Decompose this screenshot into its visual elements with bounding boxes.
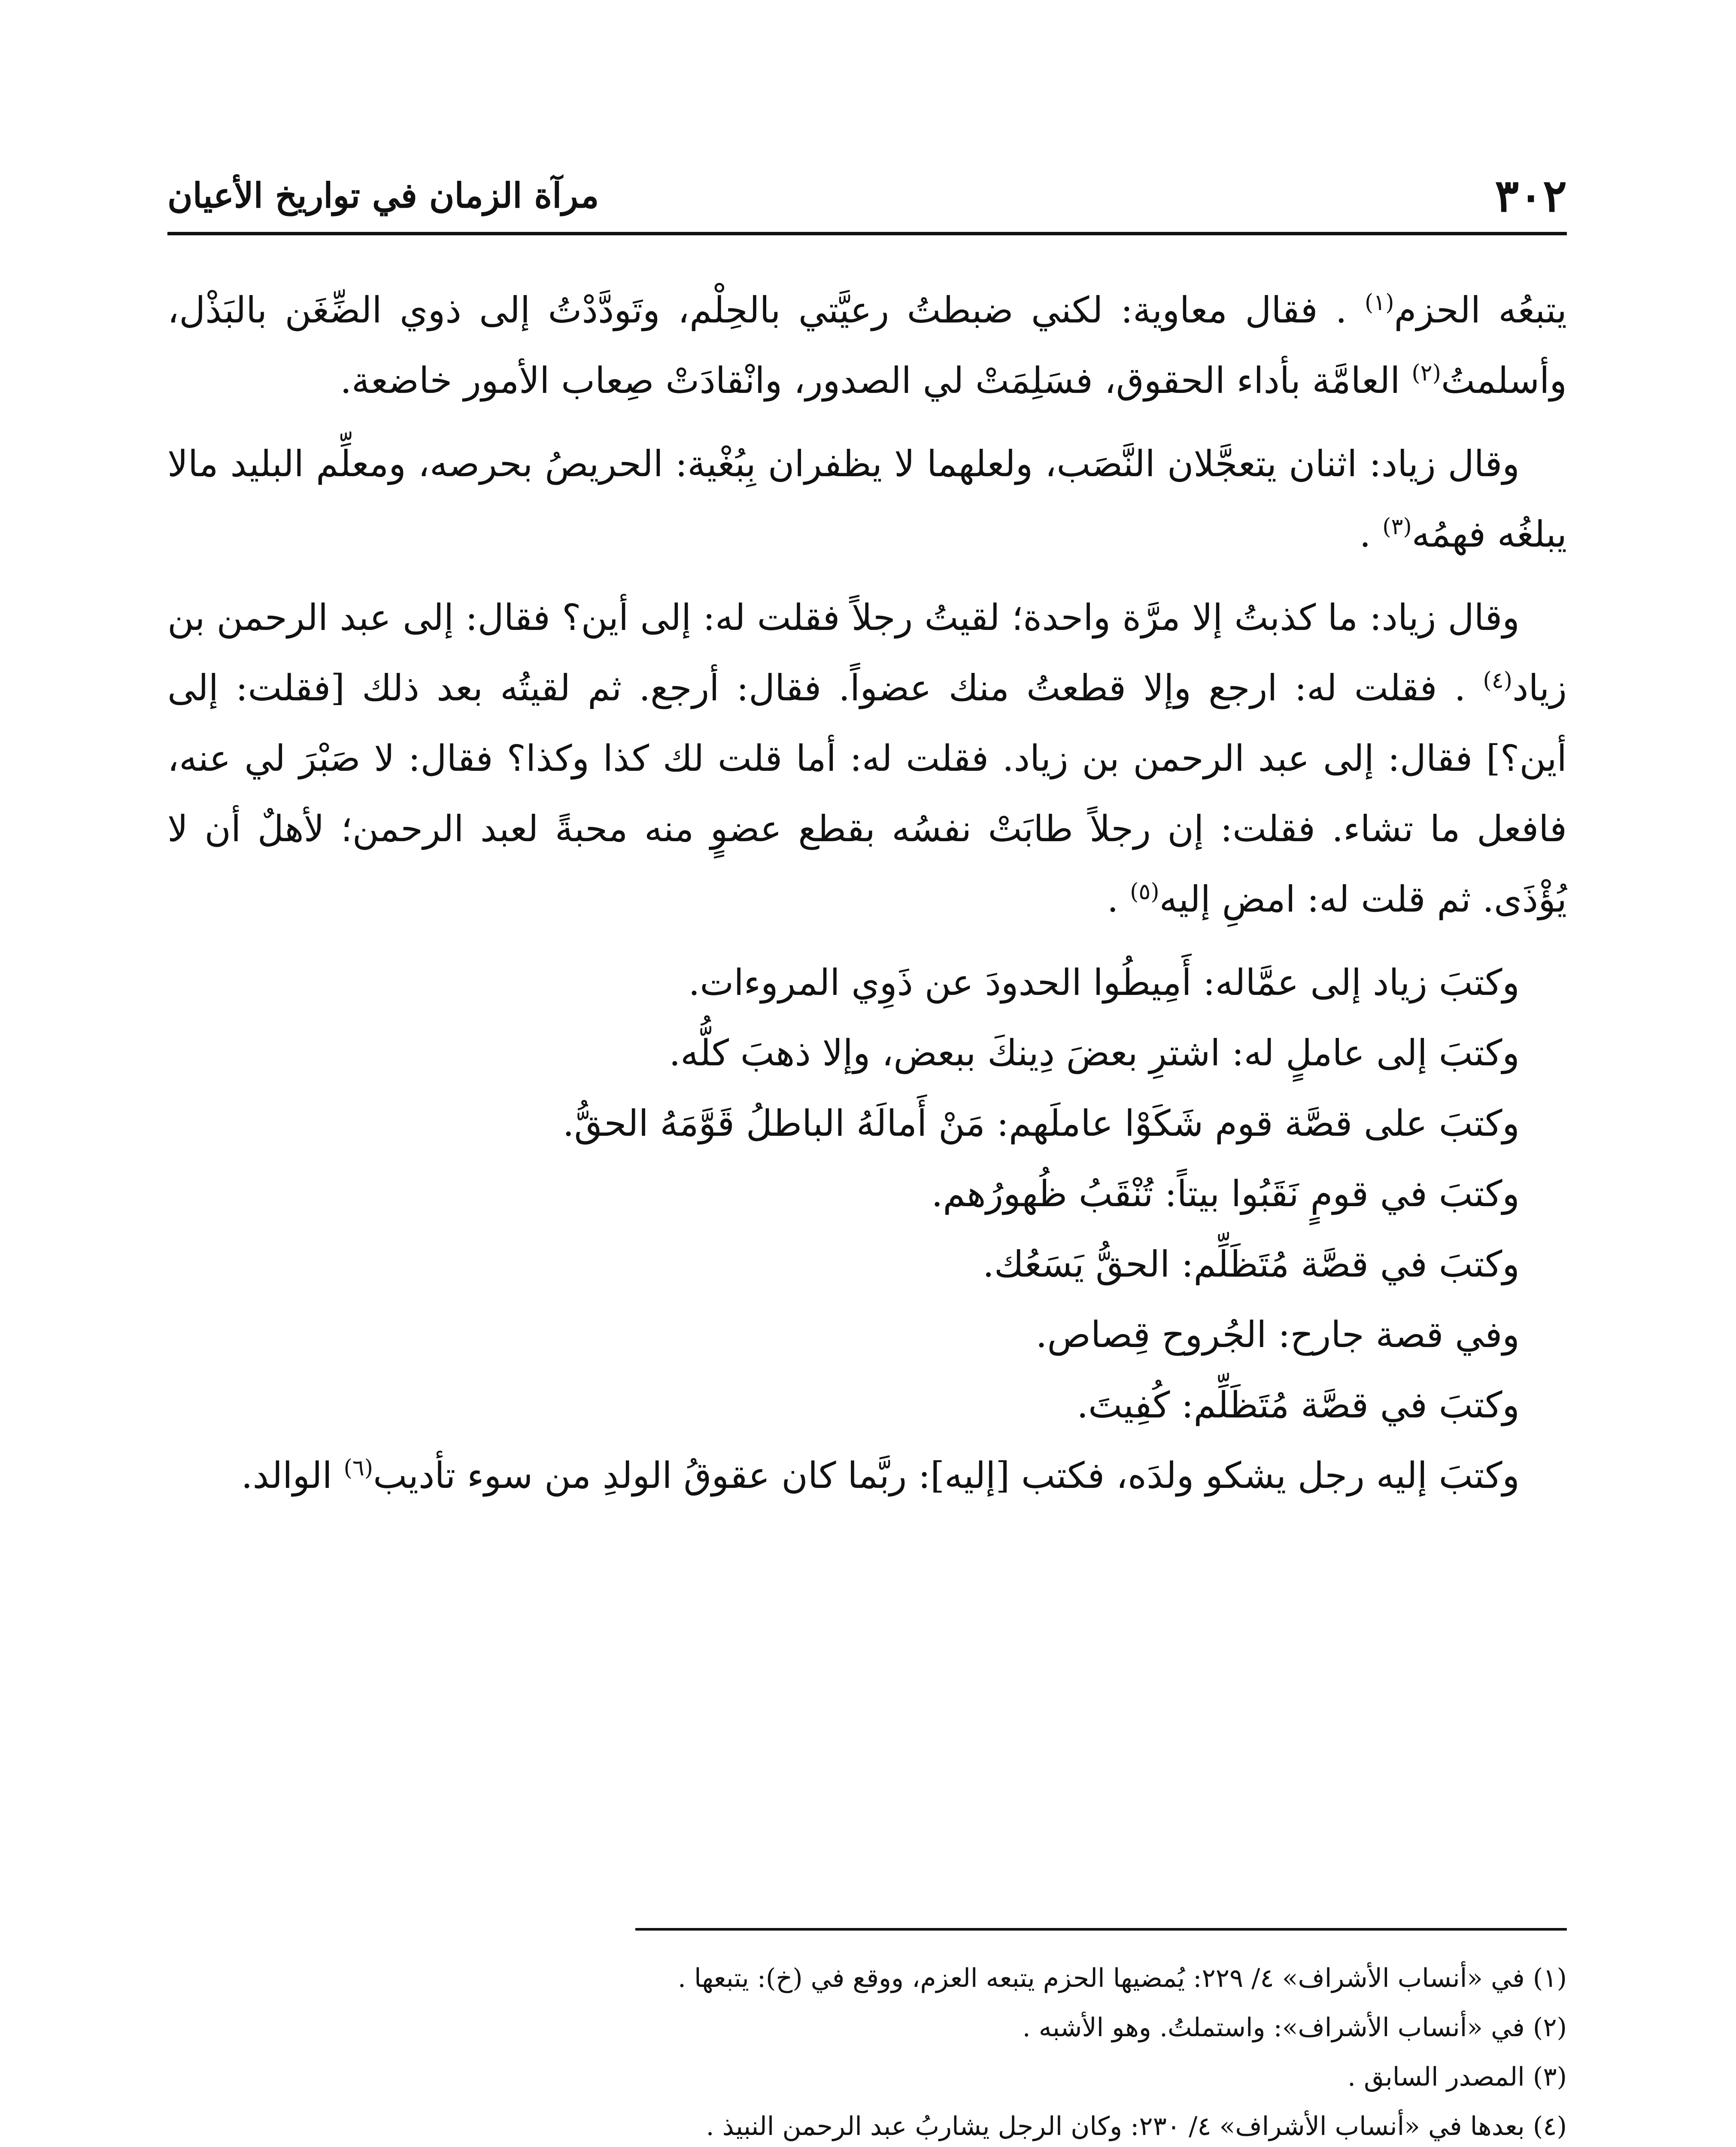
footnote-ref: (١) bbox=[1365, 290, 1394, 316]
footnote-ref: (٦) bbox=[343, 1455, 373, 1481]
footnote: (٢) في «أنساب الأشراف»: واستملتُ. وهو الأشبه . bbox=[1022, 2013, 1567, 2043]
saying-line: وكتبَ زياد إلى عمَّاله: أَمِيطُوا الحدودَ عن ذَوِي المروءات. bbox=[688, 961, 1520, 1004]
page-number: ٣٠٢ bbox=[1495, 169, 1567, 222]
saying-line: وكتبَ على قصَّة قوم شَكَوْا عاملَهم: مَنْ أَمالَهُ الباطلُ قَوَّمَهُ الحقُّ. bbox=[562, 1102, 1520, 1144]
footnote-ref: (٥) bbox=[1130, 879, 1159, 905]
footnote-ref: (٣) bbox=[1382, 514, 1412, 540]
saying-line: وكتبَ إلى عاملٍ له: اشترِ بعضَ دِينكَ ببعض، وإلا ذهبَ كلُّه. bbox=[669, 1032, 1520, 1074]
footnote-divider bbox=[635, 1928, 1567, 1931]
page-header bbox=[167, 159, 1567, 235]
saying-line: وكتبَ في قومٍ نَقَبُوا بيتاً: تُنْقَبُ ظُهورُهم. bbox=[931, 1173, 1520, 1215]
footnote: (١) في «أنساب الأشراف» ٤/ ٢٢٩: يُمضيها الحزم يتبعه العزم، ووقع في (خ): يتبعها . bbox=[677, 1963, 1567, 1993]
footnote-ref: (٤) bbox=[1483, 668, 1513, 693]
running-title: مرآة الزمان في تواريخ الأعيان bbox=[167, 175, 599, 216]
footnotes bbox=[167, 1954, 1567, 2147]
paragraph: وكتبَ إليه رجل يشكو ولدَه، فكتب [إليه]: ربَّما كان عقوقُ الولدِ من سوء تأديب$^{(٦)}$ الوالد. bbox=[241, 1454, 1520, 1496]
body-text bbox=[167, 275, 1567, 1511]
footnote: (٣) المصدر السابق . bbox=[1348, 2062, 1567, 2092]
saying-line: وكتبَ في قصَّة مُتَظَلِّم: الحقُّ يَسَعُك. bbox=[983, 1243, 1520, 1285]
footnote: (٤) بعدها في «أنساب الأشراف» ٤/ ٢٣٠: وكان الرجل يشاربُ عبد الرحمن النبيذ . bbox=[706, 2111, 1567, 2141]
footnote-ref: (٢) bbox=[1411, 360, 1441, 386]
saying-line: وكتبَ في قصَّة مُتَظَلِّم: كُفِيتَ. bbox=[1077, 1384, 1520, 1426]
paragraph: يتبعُه الحزم$^{(١)}$ . فقال معاوية: لكني ضبطتُ رعيَّتي بالحِلْم، وتَودَّدْتُ إلى ذوي الضِّغَن بالبَذْل، وأسلمتُ$^{(٢)}$ العامَّة بأداء الحقوق، فسَلِمَتْ لي الصدور، وانْقادَتْ صِعاب الأمور خاضعة. bbox=[167, 289, 1567, 401]
paragraph: وقال زياد: اثنان يتعجَّلان النَّصَب، ولعلهما لا يظفران بِبُغْية: الحريصُ بحرصه، ومعلِّم البليد مالا يبلغُه فهمُه$^{(٣)}$ . bbox=[167, 443, 1567, 555]
saying-line: وفي قصة جارح: الجُروح قِصاص. bbox=[1035, 1314, 1520, 1356]
paragraph: وقال زياد: ما كذبتُ إلا مرَّة واحدة؛ لقيتُ رجلاً فقلت له: إلى أين؟ فقال: إلى عبد الرحمن بن زياد$^{(٤)}$ . فقلت له: ارجع وإلا قطعتُ منك عضواً. فقال: أرجع. ثم لقيتُه بعد ذلك [فقلت: إلى أين؟] فقال: إلى عبد الرحمن بن زياد. فقلت له: أما قلت لك كذا وكذا؟ فقال: لا صَبْرَ لي عنه، فافعل ما تشاء. فقلت: إن رجلاً طابَتْ نفسُه بقطع عضوٍ منه محبةً لعبد الرحمن؛ لأهلٌ أن لا يُؤْذَى. ثم قلت له: امضِ إليه$^{(٥)}$ . bbox=[167, 596, 1567, 920]
